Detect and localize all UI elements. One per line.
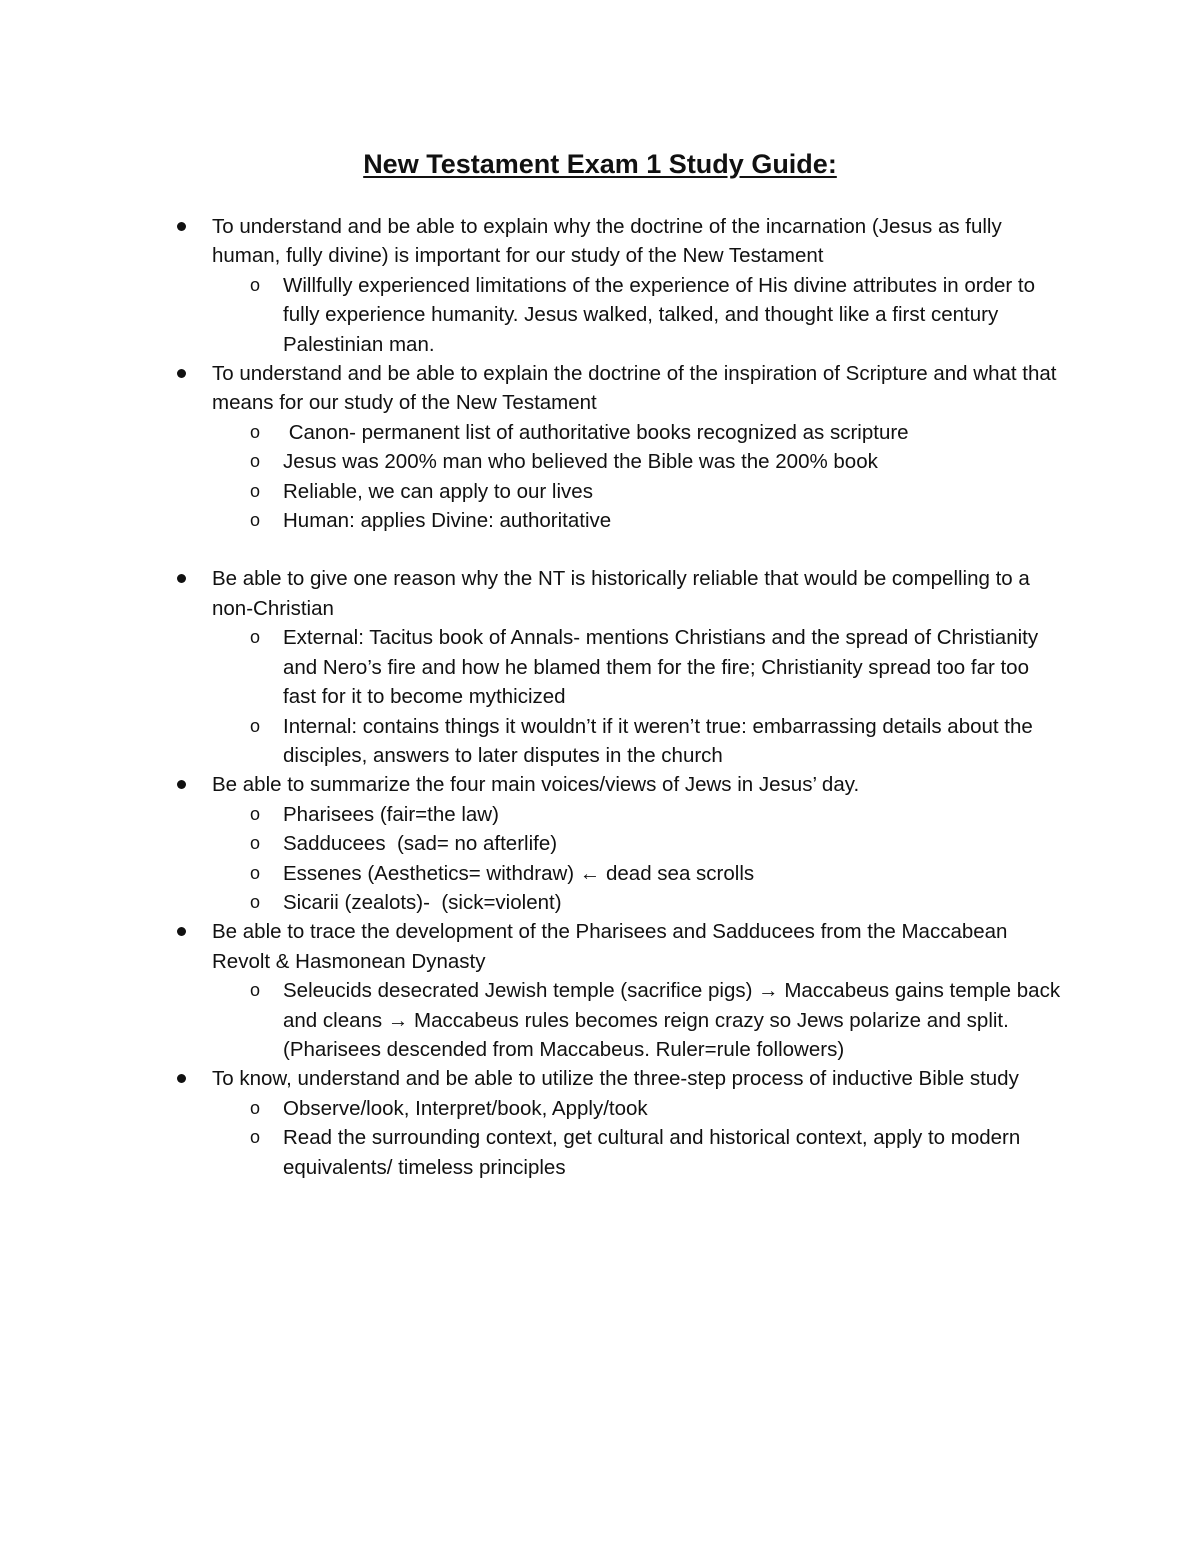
list-item xyxy=(212,1064,1062,1182)
circle-bullet-icon: o xyxy=(250,1097,261,1118)
circle-bullet-icon: o xyxy=(250,803,261,824)
sub-item-text: Seleucids desecrated Jewish temple (sacrifice pigs) → Maccabeus gains temple back and cleans → Maccabeus rules becomes reign crazy so Jews polarize and split. (Pharisees descended from Maccabeus. Ruler=rule followers) xyxy=(283,979,1061,1061)
study-guide-list xyxy=(212,212,1062,1182)
sub-item-text: Jesus was 200% man who believed the Bible was the 200% book xyxy=(283,450,878,474)
sub-item-text: Internal: contains things it wouldn’t if it weren’t true: embarrassing details about the disciples, answers to later disputes in the church xyxy=(283,714,1033,767)
sub-list xyxy=(212,976,1062,1064)
circle-bullet-icon: o xyxy=(250,833,261,854)
sub-item xyxy=(250,859,1062,888)
sub-item-text: Canon- permanent list of authoritative books recognized as scripture xyxy=(283,420,909,444)
sub-item-text: Essenes (Aesthetics= withdraw) ← dead sea scrolls xyxy=(283,861,755,885)
circle-bullet-icon: o xyxy=(250,1127,261,1148)
sub-list xyxy=(212,800,1062,918)
sub-item-text: Sicarii (zealots)- (sick=violent) xyxy=(283,890,562,914)
circle-bullet-icon: o xyxy=(250,480,261,501)
bullet-icon xyxy=(177,574,186,583)
sub-item-text: Human: applies Divine: authoritative xyxy=(283,509,612,533)
circle-bullet-icon: o xyxy=(250,715,261,736)
circle-bullet-icon: o xyxy=(250,274,261,295)
sub-item xyxy=(250,623,1062,711)
sub-list xyxy=(212,1094,1062,1182)
sub-item-text: Observe/look, Interpret/book, Apply/took xyxy=(283,1096,648,1120)
sub-item xyxy=(250,506,1062,535)
bullet-icon xyxy=(177,780,186,789)
circle-bullet-icon: o xyxy=(250,862,261,883)
bullet-item xyxy=(212,359,1062,418)
bullet-item xyxy=(212,770,1062,799)
bullet-item xyxy=(212,1064,1062,1093)
bullet-icon xyxy=(177,927,186,936)
sub-item xyxy=(250,800,1062,829)
list-item xyxy=(212,212,1062,359)
bullet-item xyxy=(212,564,1062,623)
bullet-text: Be able to give one reason why the NT is historically reliable that would be compelling to a non-Christian xyxy=(212,567,1030,620)
bullet-text: Be able to trace the development of the Pharisees and Sadducees from the Maccabean Revolt & Hasmonean Dynasty xyxy=(212,920,1008,973)
bullet-icon xyxy=(177,1074,186,1083)
sub-item-text: Read the surrounding context, get cultural and historical context, apply to modern equivalents/ timeless principles xyxy=(283,1126,1021,1179)
circle-bullet-icon: o xyxy=(250,891,261,912)
bullet-text: To understand and be able to explain the doctrine of the inspiration of Scripture and what that means for our study of the New Testament xyxy=(212,362,1057,415)
list-item xyxy=(212,359,1062,535)
list-item xyxy=(212,770,1062,917)
sub-item xyxy=(250,976,1062,1064)
list-item xyxy=(212,917,1062,1064)
circle-bullet-icon: o xyxy=(250,510,261,531)
bullet-text: To know, understand and be able to utilize the three-step process of inductive Bible study xyxy=(212,1067,1019,1091)
sub-item-text: Pharisees (fair=the law) xyxy=(283,802,499,826)
sub-item xyxy=(250,888,1062,917)
sub-item xyxy=(250,829,1062,858)
bullet-icon xyxy=(177,369,186,378)
sub-item-text: External: Tacitus book of Annals- mentions Christians and the spread of Christianity and Nero’s fire and how he blamed them for the fire; Christianity spread too far too fast for it to become mythicized xyxy=(283,626,1039,709)
sub-item xyxy=(250,271,1062,359)
sub-item-text: Reliable, we can apply to our lives xyxy=(283,479,593,503)
blank-line xyxy=(212,535,1062,564)
bullet-text: To understand and be able to explain why the doctrine of the incarnation (Jesus as fully human, fully divine) is important for our study of the New Testament xyxy=(212,215,1002,268)
sub-list xyxy=(212,271,1062,359)
sub-list xyxy=(212,418,1062,536)
sub-item xyxy=(250,712,1062,771)
circle-bullet-icon: o xyxy=(250,421,261,442)
list-item xyxy=(212,564,1062,770)
sub-item xyxy=(250,418,1062,447)
sub-item xyxy=(250,477,1062,506)
sub-item xyxy=(250,447,1062,476)
sub-item xyxy=(250,1123,1062,1182)
sub-item-text: Sadducees (sad= no afterlife) xyxy=(283,832,558,856)
sub-item xyxy=(250,1094,1062,1123)
circle-bullet-icon: o xyxy=(250,451,261,472)
bullet-icon xyxy=(177,222,186,231)
bullet-text: Be able to summarize the four main voices/views of Jews in Jesus’ day. xyxy=(212,773,860,797)
sub-list xyxy=(212,623,1062,770)
page-title: New Testament Exam 1 Study Guide: xyxy=(363,149,837,179)
circle-bullet-icon: o xyxy=(250,980,261,1001)
circle-bullet-icon: o xyxy=(250,627,261,648)
bullet-item xyxy=(212,212,1062,271)
sub-item-text: Willfully experienced limitations of the experience of His divine attributes in order to fully experience humanity. Jesus walked, talked, and thought like a first century Palestinian man. xyxy=(283,273,1036,356)
bullet-item xyxy=(212,917,1062,976)
